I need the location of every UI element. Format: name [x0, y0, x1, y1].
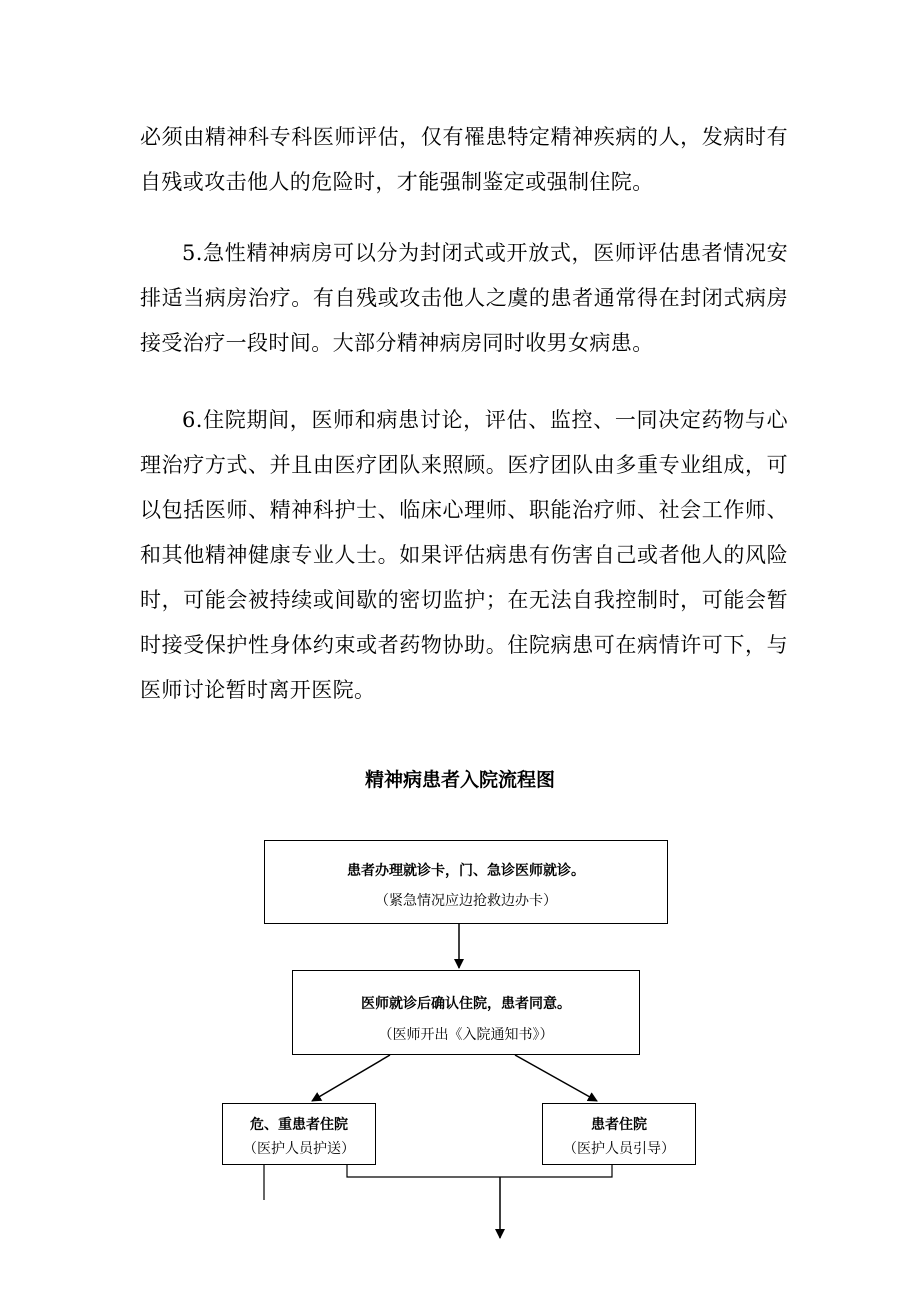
arrow-step2-to-right — [515, 1055, 597, 1101]
flow-step-register-main: 患者办理就诊卡，门、急诊医师就诊。 — [347, 863, 585, 879]
flow-step-regular-note: （医护人员引导） — [563, 1141, 675, 1157]
flow-step-confirm-note: （医师开出《入院通知书》） — [378, 1027, 554, 1043]
flow-step-confirm-main: 医师就诊后确认住院，患者同意。 — [361, 996, 571, 1012]
arrow-step2-to-left — [312, 1055, 390, 1101]
paragraph-6: 6.住院期间，医师和病患讨论，评估、监控、一同决定药物与心理治疗方式、并且由医疗团队来照顾。医疗团队由多重专业组成，可以包括医师、精神科护士、临床心理师、职能治疗师、社会工作师、和其他精神健康专业人士。如果评估病患有伤害自己或者他人的风险时，可能会被持续或间歇的密切监护；在无法自我控制时，可能会暂时接受保护性身体约束或者药物协助。住院病患可在病情许可下，与医师讨论暂时离开医院。 — [140, 408, 788, 702]
flow-step-register — [264, 840, 668, 924]
paragraph-1: 必须由精神科专科医师评估，仅有罹患特定精神疾病的人，发病时有自残或攻击他人的危险时，才能强制鉴定或强制住院。 — [140, 125, 788, 194]
flow-step-confirm — [292, 970, 640, 1055]
flow-step-register-note: （紧急情况应边抢救边办卡） — [375, 893, 557, 909]
flowchart-title: 精神病患者入院流程图 — [364, 769, 555, 791]
flow-step-regular-main: 患者住院 — [591, 1117, 647, 1133]
flow-step-critical-main: 危、重患者住院 — [250, 1117, 348, 1133]
paragraph-5: 5.急性精神病房可以分为封闭式或开放式，医师评估患者情况安排适当病房治疗。有自残或攻击他人之虞的患者通常得在封闭式病房接受治疗一段时间。大部分精神病房同时收男女病患。 — [140, 241, 788, 355]
flow-step-critical-note: （医护人员护送） — [243, 1141, 355, 1157]
flow-step-regular — [542, 1103, 696, 1165]
merge-line — [347, 1165, 612, 1177]
flow-step-critical — [222, 1103, 376, 1165]
